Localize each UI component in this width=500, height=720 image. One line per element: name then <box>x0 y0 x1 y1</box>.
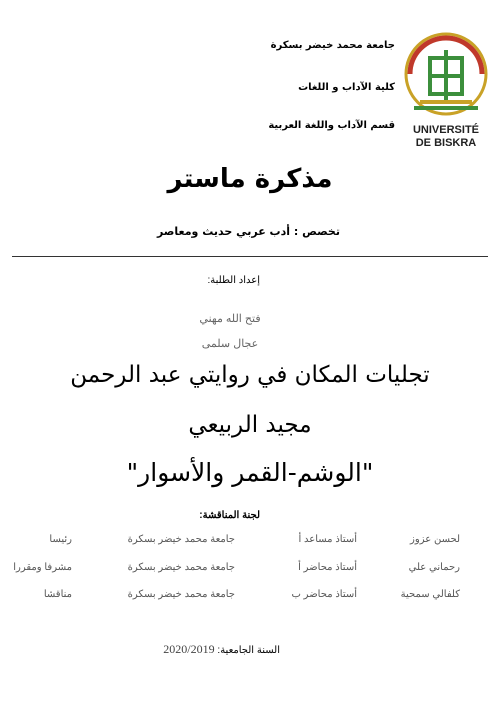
specialty-line: تخصص : أدب عربي حديث ومعاصر <box>156 225 340 238</box>
member-rank: أستاذ مساعد أ <box>298 534 357 545</box>
academic-year <box>163 642 280 657</box>
students-label: إعداد الطلبة: <box>207 275 260 286</box>
member-name: لحسن عزوز <box>410 534 460 545</box>
logo-text-de-biskra: DE BISKRA <box>415 137 477 149</box>
member-name: رحماني علي <box>408 562 460 573</box>
member-role: مناقشا <box>43 589 72 600</box>
academic-year-value: 2020/2019 <box>163 642 215 656</box>
academic-year-label: السنة الجامعية: <box>217 645 280 656</box>
committee-row <box>0 562 500 580</box>
member-rank: أستاذ محاضر ب <box>291 589 357 600</box>
member-rank: أستاذ محاضر أ <box>298 562 357 573</box>
member-role: رئيسا <box>49 534 72 545</box>
memo-title: مذكرة ماستر <box>167 164 333 194</box>
student-name: عجال سلمى <box>201 338 259 350</box>
student-name: فتح الله مهني <box>199 313 261 325</box>
member-university: جامعة محمد خيضر بسكرة <box>127 589 235 600</box>
member-role: مشرفا ومقررا <box>13 562 72 573</box>
member-university: جامعة محمد خيضر بسكرة <box>127 562 235 573</box>
committee-label: لجنة المناقشة: <box>199 510 260 521</box>
department-name: قسم الآداب واللغة العربية <box>268 120 395 131</box>
thesis-title-line-3: "الوشم-القمر والأسوار" <box>126 458 374 487</box>
committee-row <box>0 589 500 607</box>
member-university: جامعة محمد خيضر بسكرة <box>127 534 235 545</box>
university-emblem-icon <box>400 30 492 122</box>
member-name: كلفالي سمحية <box>400 589 460 600</box>
thesis-title-line-1: تجليات المكان في روايتي عبد الرحمن <box>70 362 430 388</box>
thesis-title-line-2: مجيد الربيعي <box>188 412 312 438</box>
university-name: جامعة محمد خيضر بسكرة <box>270 40 395 51</box>
logo-text-universite: UNIVERSITÉ <box>412 124 479 136</box>
university-logo <box>400 30 492 150</box>
faculty-name: كلية الآداب و اللغات <box>298 82 395 93</box>
horizontal-divider <box>12 256 488 257</box>
committee-row <box>0 534 500 552</box>
